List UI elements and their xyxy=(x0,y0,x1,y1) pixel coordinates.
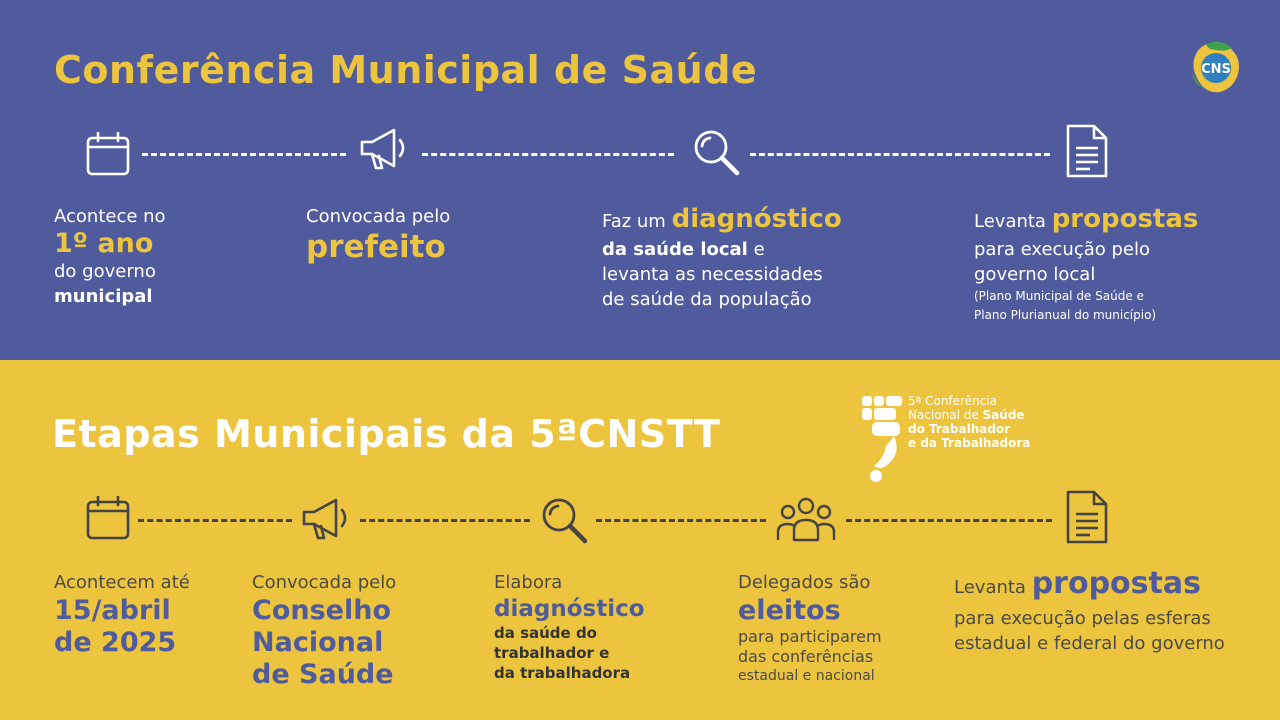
magnifier-icon xyxy=(692,128,740,176)
cns-logo xyxy=(1186,36,1242,98)
bottom-item-1-text: Acontecem até 15/abril de 2025 xyxy=(54,572,190,658)
top-title: Conferência Municipal de Saúde xyxy=(54,48,758,92)
bottom-title: Etapas Municipais da 5ªCNSTT xyxy=(52,412,721,456)
top-item-4-text: Levanta propostas para execução pelo governo local (Plano Municipal de Saúde e Plano Plurianual do município) xyxy=(974,204,1199,322)
cns-logo-text: CNS xyxy=(1201,62,1231,77)
bottom-item-3-text: Elabora diagnóstico da saúde do trabalhador e da trabalhadora xyxy=(494,572,645,682)
connector-line xyxy=(422,153,674,156)
document-icon xyxy=(1066,490,1108,544)
connector-line xyxy=(750,153,1050,156)
connector-line xyxy=(142,153,346,156)
megaphone-icon xyxy=(300,492,352,544)
top-item-1-text: Acontece no 1º ano do governo municipal xyxy=(54,206,166,307)
cnstt-logo-text: 5ª Conferência Nacional de Saúde do Trabalhador e da Trabalhadora xyxy=(908,394,1031,450)
magnifier-icon xyxy=(540,496,588,544)
megaphone-icon xyxy=(358,122,410,174)
document-icon xyxy=(1066,124,1108,178)
connector-line xyxy=(360,519,530,522)
calendar-icon xyxy=(86,132,130,176)
connector-line xyxy=(596,519,766,522)
top-item-3-text: Faz um diagnóstico da saúde local e levanta as necessidades de saúde da população xyxy=(602,204,842,310)
calendar-icon xyxy=(86,496,130,540)
connector-line xyxy=(138,519,292,522)
top-item-2-text: Convocada pelo prefeito xyxy=(306,206,451,265)
bottom-item-2-text: Convocada pelo Conselho Nacional de Saúde xyxy=(252,572,397,690)
connector-line xyxy=(846,519,1052,522)
bottom-item-5-text: Levanta propostas para execução pelas esferas estadual e federal do governo xyxy=(954,566,1225,654)
bottom-item-4-text: Delegados são eleitos para participarem das conferências estadual e nacional xyxy=(738,572,882,684)
people-icon xyxy=(776,496,836,542)
